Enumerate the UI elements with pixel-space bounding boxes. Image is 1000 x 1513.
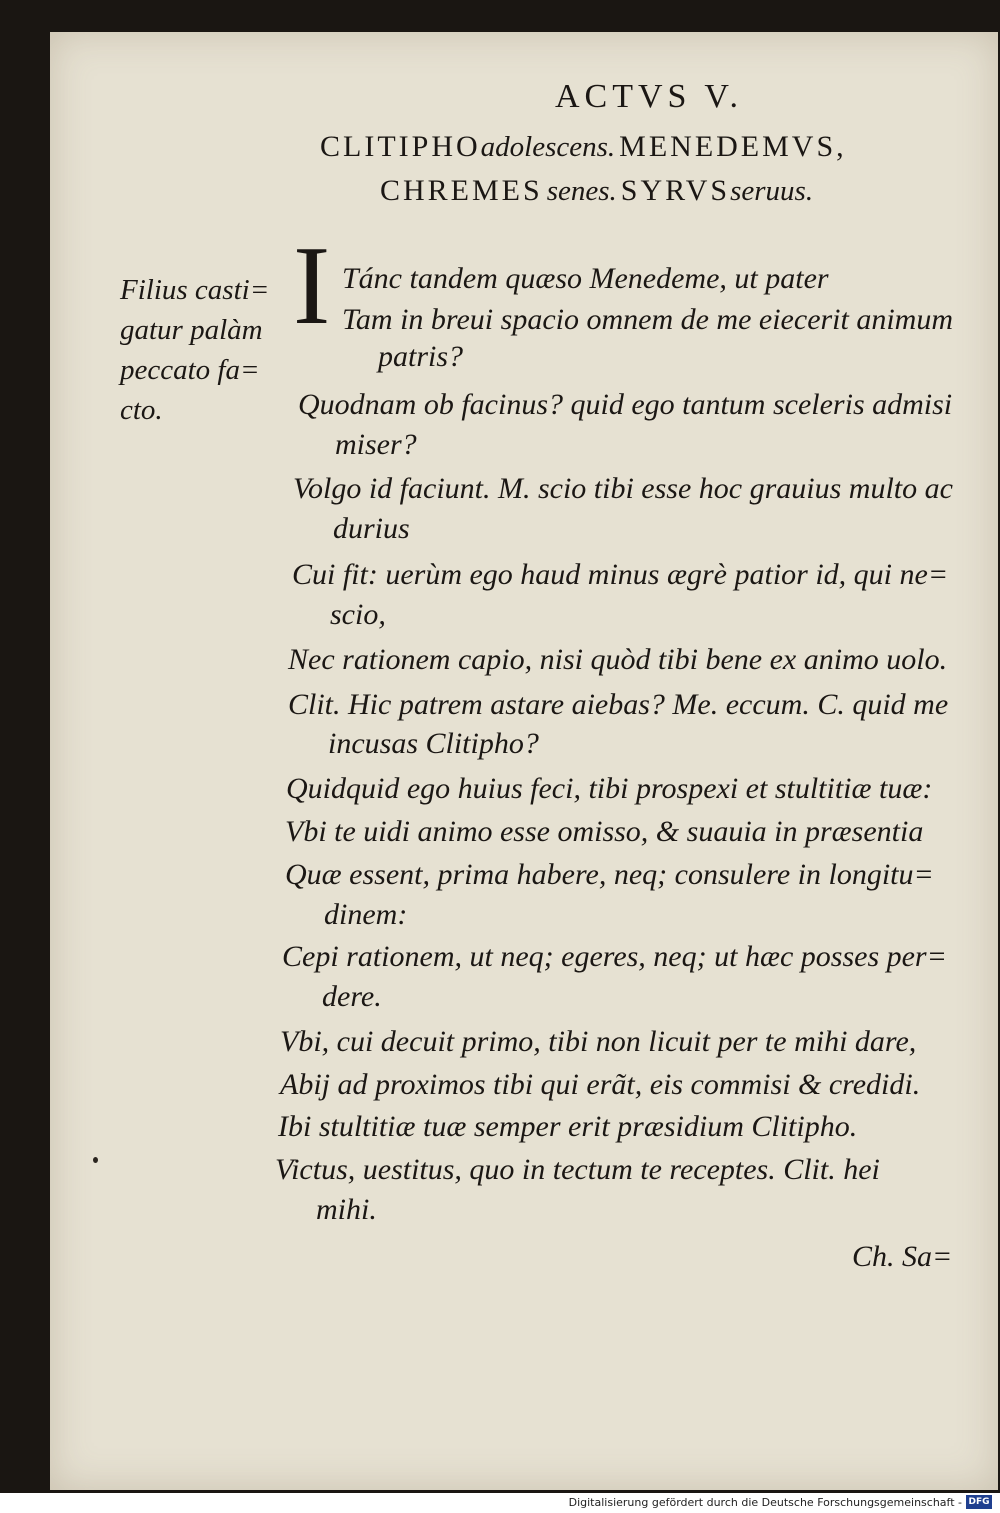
verse-line: Abij ad proximos tibi qui erãt, eis commisi & credidi. [280,1068,921,1101]
marginal-note-line: Filius casti= [120,274,270,306]
verse-line: miser? [335,428,417,461]
character-role: senes. [546,175,617,207]
drop-cap: I [293,224,331,348]
funding-credit: Digitalisierung gefördert durch die Deutsche Forschungsgemeinschaft - [568,1496,962,1509]
verse-line: dere. [322,980,382,1013]
verse-line: Quodnam ob facinus? quid ego tantum sceleris admisi [298,388,953,421]
verse-line: Victus, uestitus, quo in tectum te receptes. Clit. hei [275,1153,880,1186]
verse-line: Cui fit: uerùm ego haud minus ægrè patior id, qui ne= [292,558,949,591]
verse-line: durius [333,512,410,545]
character-name: CLITIPHO [320,130,481,163]
verse-line: mihi. [316,1193,377,1226]
running-head: ACTVS V. [555,78,744,115]
marginal-note-line: gatur palàm [120,314,263,346]
footer-bar [0,1493,1000,1513]
verse-line: scio, [330,598,386,631]
marginal-note-line: cto. [120,394,163,426]
scene-heading [320,130,980,218]
character-name: MENEDEMVS, [619,130,847,163]
dfg-logo-icon: DFG [966,1495,992,1509]
verse-line: Ibi stultitiæ tuæ semper erit præsidium Clitipho. [278,1110,858,1143]
scene-heading-line-1 [320,130,980,174]
catchword: Ch. Sa= [852,1240,953,1273]
verse-line: Quidquid ego huius feci, tibi prospexi et stultitiæ tuæ: [286,772,933,805]
marginal-note-line: peccato fa= [120,354,260,386]
verse-line: dinem: [324,898,408,931]
marginal-note [120,270,295,430]
character-role: seruus. [730,175,814,207]
verse-line: Clit. Hic patrem astare aiebas? Me. eccum. C. quid me [288,688,949,721]
verse-line: Tánc tandem quæso Menedeme, ut pater [342,262,829,295]
verse-line: Tam in breui spacio omnem de me eiecerit animum [342,303,954,336]
verse-line: Cepi rationem, ut neq; egeres, neq; ut hæc posses per= [282,940,947,973]
verse-line: Vbi te uidi animo esse omisso, & suauia in præsentia [285,815,924,848]
character-name: SYRVS [620,174,731,207]
character-name: CHREMES [380,174,543,207]
verse-line: Vbi, cui decuit primo, tibi non licuit per te mihi dare, [280,1025,917,1058]
character-role: adolescens. [480,131,616,163]
verse-line: Volgo id faciunt. M. scio tibi esse hoc grauius multo ac [293,472,953,505]
verse-line: patris? [378,340,464,373]
scene-heading-line-2 [320,174,980,218]
ink-speck [93,1157,98,1163]
verse-line: incusas Clitipho? [328,727,539,760]
verse-line: Quæ essent, prima habere, neq; consulere in longitu= [285,858,934,891]
verse-line: Nec rationem capio, nisi quòd tibi bene ex animo uolo. [288,643,948,676]
